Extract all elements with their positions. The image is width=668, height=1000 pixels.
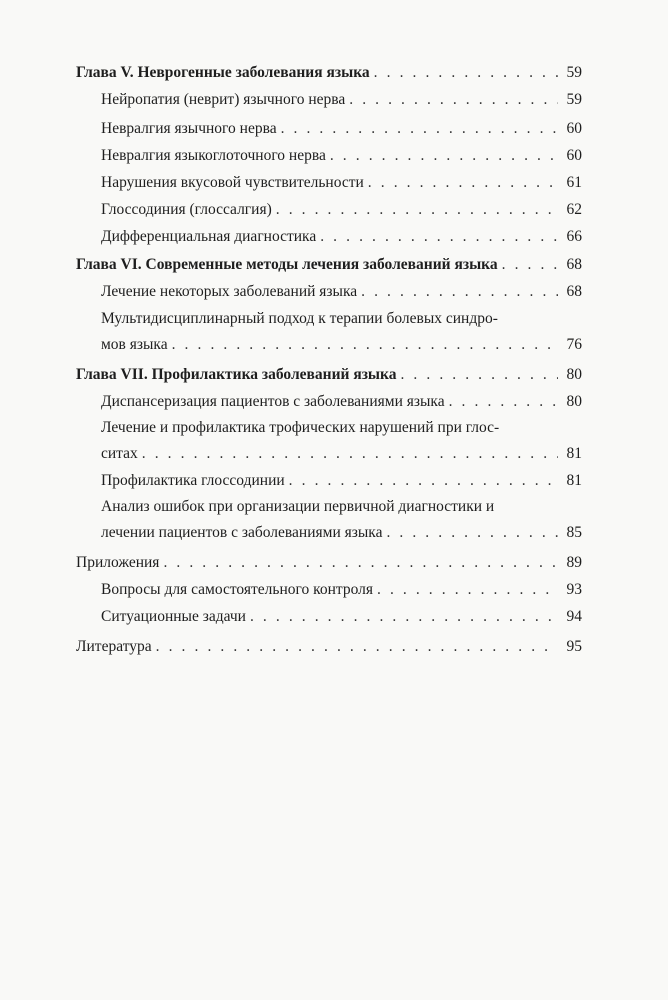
toc-entry-page: 81 [566,472,582,489]
leader-dots [374,60,558,86]
toc-entry[interactable] [101,332,582,358]
toc-entry-literature[interactable] [76,634,582,660]
toc-entry-page: 93 [566,581,582,598]
toc-entry-chapter-6[interactable] [76,252,582,278]
leader-dots [172,332,558,358]
leader-dots [330,143,558,169]
toc-entry-title: Нейропатия (неврит) язычного нерва [101,91,346,108]
leader-dots [163,550,558,576]
toc-entry[interactable] [101,604,582,630]
toc-entry-page: 61 [566,174,582,191]
toc-entry-page: 59 [566,64,582,81]
toc-entry-page: 62 [566,201,582,218]
toc-entry-page: 60 [566,147,582,164]
toc-entry-title: Глоссодиния (глоссалгия) [101,201,272,218]
leader-dots [449,389,558,415]
leader-dots [289,468,558,494]
toc-entry-title: Нарушения вкусовой чувствительности [101,174,364,191]
toc-entry[interactable] [101,197,582,223]
toc-entry-title: Лечение некоторых заболеваний языка [101,283,358,300]
toc-entry[interactable] [101,143,582,169]
toc-entry[interactable] [101,577,582,603]
toc-entry-page: 68 [566,283,582,300]
toc-entry-page: 80 [566,366,582,383]
toc-entry-page: 60 [566,120,582,137]
toc-entry-page: 76 [566,336,582,353]
toc-entry-page: 89 [566,554,582,571]
toc-entry-chapter-5[interactable] [76,60,582,86]
toc-entry[interactable] [101,116,582,142]
leader-dots [276,197,558,223]
toc-entry-title-line1[interactable]: Мультидисциплинарный подход к терапии болевых синдро- [101,310,498,327]
leader-dots [400,362,558,388]
leader-dots [349,87,558,113]
toc-entry-title: ситах [101,445,138,462]
toc-entry-title: Ситуационные задачи [101,608,246,625]
toc-entry-title: Глава V. Неврогенные заболевания языка [76,64,370,81]
leader-dots [361,279,558,305]
toc-entry[interactable] [101,224,582,250]
leader-dots [281,116,558,142]
toc-entry-title: лечении пациентов с заболеваниями языка [101,524,383,541]
leader-dots [320,224,558,250]
toc-entry-page: 80 [566,393,582,410]
toc-entry[interactable] [101,441,582,467]
toc-entry-title: Невралгия язычного нерва [101,120,277,137]
leader-dots [142,441,558,467]
toc-entry-page: 81 [566,445,582,462]
toc-entry[interactable] [101,389,582,415]
toc-entry-page: 94 [566,608,582,625]
toc-entry[interactable] [101,520,582,546]
toc-entry-title: Глава VI. Современные методы лечения заболеваний языка [76,256,498,273]
toc-entry-chapter-7[interactable] [76,362,582,388]
toc-entry-title: мов языка [101,336,168,353]
toc-entry-page: 95 [566,638,582,655]
toc-entry-title: Профилактика глоссодинии [101,472,285,489]
toc-entry-page: 85 [566,524,582,541]
toc-entry[interactable] [101,170,582,196]
toc-entry[interactable] [101,468,582,494]
leader-dots [386,520,558,546]
toc-entry-page: 68 [566,256,582,273]
toc-entry-appendices[interactable] [76,550,582,576]
leader-dots [368,170,558,196]
toc-entry-title: Глава VII. Профилактика заболеваний языка [76,366,397,383]
toc-entry[interactable] [101,87,582,113]
toc-entry-title: Приложения [76,554,160,571]
toc-entry-title-line1[interactable]: Анализ ошибок при организации первичной диагностики и [101,498,495,515]
toc-entry-title-line1[interactable]: Лечение и профилактика трофических нарушений при глос- [101,419,500,436]
leader-dots [250,604,558,630]
toc-entry-title: Вопросы для самостоятельного контроля [101,581,373,598]
toc-entry-title: Дифференциальная диагностика [101,228,317,245]
toc-entry-title: Литература [76,638,152,655]
toc-entry-page: 66 [566,228,582,245]
leader-dots [156,634,558,660]
toc-entry[interactable] [101,279,582,305]
leader-dots [502,252,558,278]
leader-dots [377,577,558,603]
toc-entry-title: Диспансеризация пациентов с заболеваниями языка [101,393,445,410]
toc-entry-page: 59 [566,91,582,108]
toc-entry-title: Невралгия языкоглоточного нерва [101,147,326,164]
